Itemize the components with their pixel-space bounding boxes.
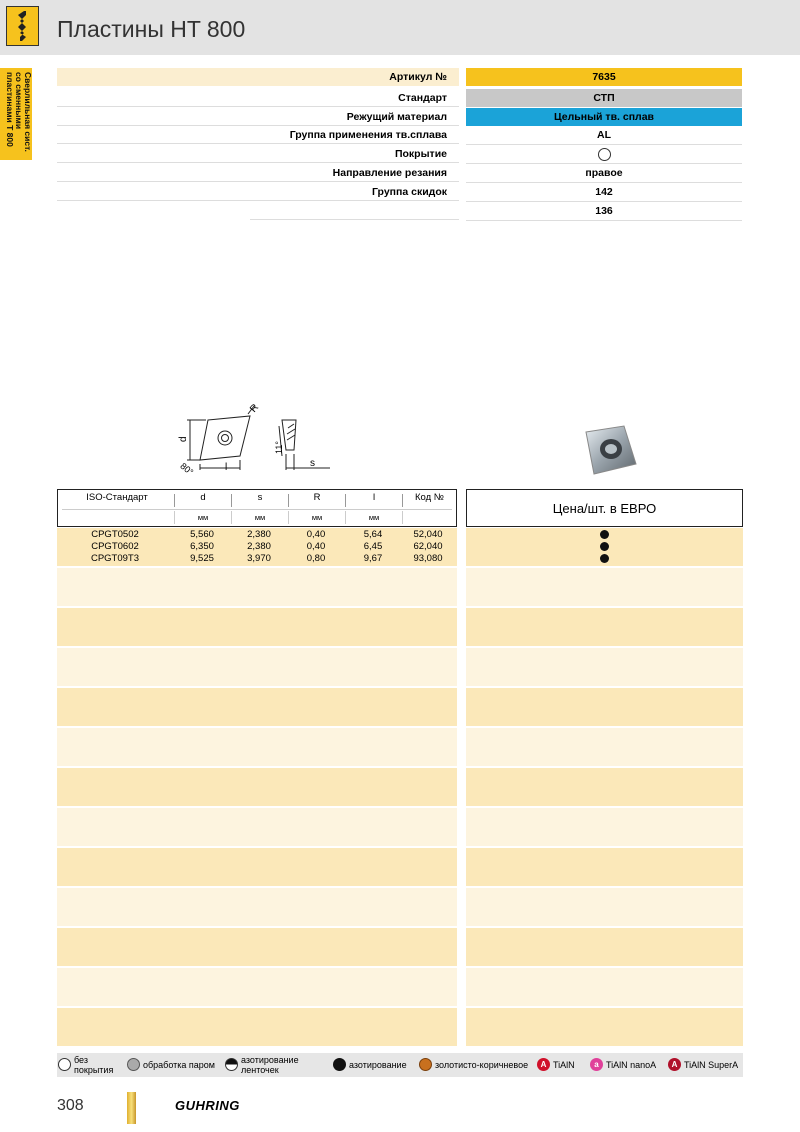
legend-label-tialn-supera: TiAlN SuperA — [684, 1060, 739, 1070]
angle-80-label: 80° — [178, 460, 196, 478]
spec-label-extra — [250, 202, 459, 220]
unit-r: мм — [311, 513, 323, 522]
cell-iso: CPGT0602 — [91, 541, 139, 552]
table-band — [57, 888, 457, 926]
legend-label-tialn-nanoa: TiAlN nanoA — [606, 1060, 657, 1070]
price-band — [466, 768, 743, 806]
cell-r: 0,40 — [306, 541, 326, 552]
table-header — [57, 489, 457, 527]
cell-s: 3,970 — [247, 553, 271, 564]
column-divider — [402, 511, 403, 524]
footer-stripe — [127, 1092, 136, 1124]
circle-red-A2-icon: A — [668, 1058, 681, 1071]
spec-value-direction: правое — [466, 164, 742, 183]
cell-code: 62,040 — [413, 541, 443, 552]
price-band — [466, 728, 743, 766]
table-band — [57, 728, 457, 766]
cell-r: 0,80 — [306, 553, 326, 564]
circle-half-icon — [225, 1058, 238, 1071]
cell-l: 5,64 — [363, 529, 383, 540]
circle-empty-icon — [58, 1058, 71, 1071]
price-band — [466, 1008, 743, 1046]
spec-label-standard: Стандарт — [57, 89, 459, 107]
cell-iso: CPGT09T3 — [90, 553, 140, 564]
cell-code: 93,080 — [413, 553, 443, 564]
table-band — [57, 808, 457, 846]
spec-label-grade: Группа применения тв.сплава — [57, 126, 459, 144]
column-header-s: s — [257, 492, 263, 503]
cell-r: 0,40 — [306, 529, 326, 540]
table-band — [57, 968, 457, 1006]
cell-s: 2,380 — [247, 529, 271, 540]
availability-dot-icon — [600, 542, 609, 551]
price-band — [466, 688, 743, 726]
circle-brown-icon — [419, 1058, 432, 1071]
table-band — [57, 768, 457, 806]
table-band — [57, 688, 457, 726]
spec-value-standard: СТП — [466, 89, 742, 107]
cell-iso: CPGT0502 — [91, 529, 139, 540]
spec-value-coating — [466, 145, 742, 164]
header-rule — [62, 509, 452, 510]
circle-red-A-icon: A — [537, 1058, 550, 1071]
legend-label-tialn: TiAlN — [553, 1060, 575, 1070]
column-header-iso: ISO-Стандарт — [86, 492, 148, 503]
spec-label-coating: Покрытие — [57, 145, 459, 163]
spec-value-grade: AL — [466, 126, 742, 145]
circle-pink-a-icon: a — [590, 1058, 603, 1071]
insert-drawing — [170, 398, 350, 478]
spec-label-direction: Направление резания — [57, 164, 459, 182]
cell-l: 9,67 — [363, 553, 383, 564]
cell-d: 9,525 — [190, 553, 214, 564]
column-header-r: R — [313, 492, 321, 503]
column-header-d: d — [200, 492, 206, 503]
page-number: 308 — [57, 1097, 84, 1114]
circle-empty-icon — [598, 148, 611, 161]
spec-value-article: 7635 — [466, 68, 742, 86]
spec-label-material: Режущий материал — [57, 108, 459, 126]
unit-s: мм — [254, 513, 266, 522]
cell-code: 52,040 — [413, 529, 443, 540]
cell-l: 6,45 — [363, 541, 383, 552]
table-band — [57, 648, 457, 686]
drill-logo-icon — [6, 6, 39, 46]
price-band — [466, 648, 743, 686]
dimension-s-label: s — [310, 458, 315, 469]
spec-value-discount: 142 — [466, 183, 742, 202]
table-band — [57, 848, 457, 886]
column-header-l: l — [372, 492, 376, 503]
price-band — [466, 848, 743, 886]
side-tab-label: Сверлильная сист. со сменными пластинами T 800 — [5, 72, 33, 152]
spec-label-discount: Группа скидок — [57, 183, 459, 201]
spec-value-extra: 136 — [466, 202, 742, 221]
cell-d: 5,560 — [190, 529, 214, 540]
dimension-r-label: R — [248, 402, 262, 415]
price-band — [466, 968, 743, 1006]
price-band — [466, 888, 743, 926]
legend-label-gold-brown: золотисто-коричневое — [435, 1060, 529, 1070]
availability-dot-icon — [600, 554, 609, 563]
unit-l: мм — [368, 513, 380, 522]
price-band — [466, 808, 743, 846]
coating-legend — [55, 1053, 745, 1077]
side-tab[interactable] — [0, 68, 32, 160]
table-band — [57, 568, 457, 606]
circle-grey-icon — [127, 1058, 140, 1071]
spec-label-article: Артикул № — [57, 68, 459, 86]
dimension-l-label: l — [225, 462, 228, 473]
price-band — [466, 568, 743, 606]
table-band — [57, 1008, 457, 1046]
legend-label-nitriding: азотирование — [349, 1060, 407, 1070]
table-band — [57, 608, 457, 646]
table-band — [57, 928, 457, 966]
price-band — [466, 928, 743, 966]
cell-s: 2,380 — [247, 541, 271, 552]
cell-d: 6,350 — [190, 541, 214, 552]
spec-value-material: Цельный тв. сплав — [466, 108, 742, 126]
page-title: Пластины HT 800 — [57, 16, 246, 42]
legend-label-steam: обработка паром — [143, 1060, 215, 1070]
angle-11-label: 11° — [274, 441, 284, 454]
circle-black-icon — [333, 1058, 346, 1071]
brand-logo: GUHRING — [175, 1098, 240, 1113]
insert-photo — [578, 418, 640, 480]
unit-d: мм — [197, 513, 209, 522]
availability-dot-icon — [600, 530, 609, 539]
legend-label-uncoated: без покрытия — [74, 1055, 114, 1075]
legend-label-nitriding-lands: азотирование ленточек — [241, 1055, 299, 1075]
price-column-header: Цена/шт. в ЕВРО — [466, 489, 743, 527]
price-band — [466, 608, 743, 646]
column-header-code: Код № — [415, 492, 444, 503]
dimension-d-label: d — [178, 436, 189, 442]
